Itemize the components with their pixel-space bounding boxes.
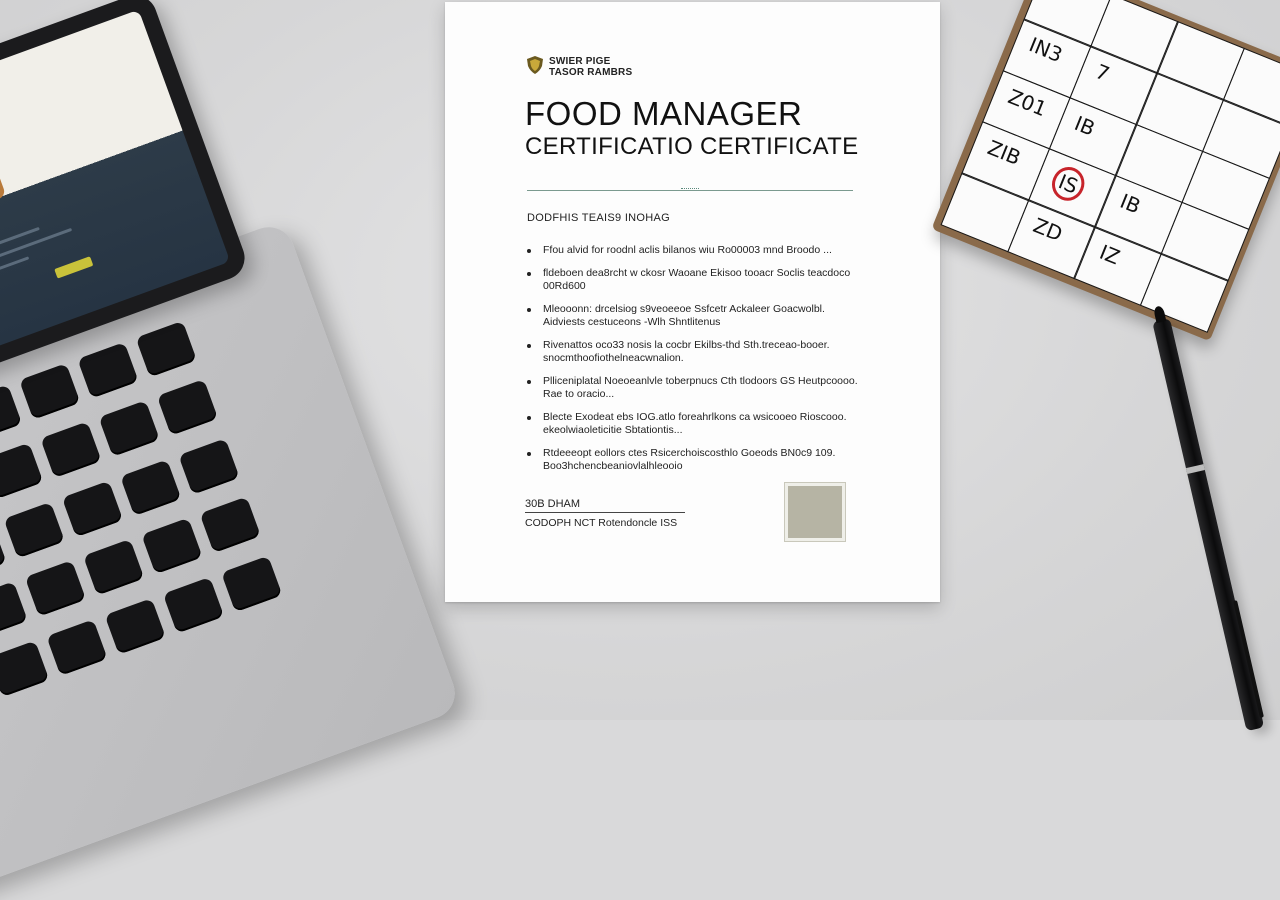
certificate-subtitle: CERTIFICATIO CERTIFICATE	[525, 133, 859, 160]
keyboard-key	[163, 577, 224, 634]
seal-stamp	[785, 483, 845, 541]
keyboard-key	[25, 560, 86, 617]
pen-band	[1186, 464, 1205, 474]
keyboard-key	[0, 384, 22, 441]
calendar-day-number: IB	[1071, 110, 1099, 141]
keyboard	[0, 321, 285, 726]
signature-title: CODOPH NCT Rotendoncle ISS	[525, 517, 678, 529]
pastry-image	[0, 140, 6, 220]
keyboard-key	[40, 422, 101, 479]
divider-ornament	[681, 188, 699, 193]
keyboard-key	[46, 619, 107, 676]
keyboard-key	[120, 459, 181, 516]
certificate-document	[445, 2, 940, 602]
bullet-list	[527, 244, 867, 483]
calendar-day-number: ZIB	[984, 135, 1025, 170]
screen-text-line	[0, 256, 29, 283]
keyboard-key	[0, 523, 7, 580]
keyboard-key	[62, 480, 123, 537]
keyboard-key	[77, 342, 138, 399]
keyboard-key	[83, 539, 144, 596]
keyboard-key	[3, 502, 64, 559]
logo-line-2: TASOR RAMBRS	[549, 67, 633, 78]
logo-line-1: SWIER PIGE	[549, 56, 611, 67]
bullet-item: Ffou alvid for roodnl aclis bilanos wiu Ro00003 mnd Broodo ...	[527, 244, 867, 258]
keyboard-key	[0, 443, 43, 500]
calendar-day-number: Z01	[1004, 83, 1051, 121]
bullet-item: Rivenattos oco33 nosis la cocbr Ekilbs-thd Sth.treceao-booer. snocmthoofiothelneacwnalion.	[527, 339, 867, 366]
calendar-day-number: IZ	[1096, 239, 1124, 270]
keyboard-key	[221, 555, 282, 612]
bullet-item: Blecte Exodeat ebs IOG.atlo foreahrlkons ca wsicooeo Rioscooo. ekeolwiaoleticitie Sbtationtis...	[527, 411, 867, 438]
keyboard-key	[141, 518, 202, 575]
bullet-item: Plliceniplatal Noeoeanlvle toberpnucs Cth tlodoors GS Heutpcoooo. Rae to oracio...	[527, 375, 867, 402]
keyboard-key	[104, 598, 165, 655]
laptop	[0, 0, 480, 720]
shield-icon	[527, 56, 543, 74]
keyboard-key	[157, 379, 218, 436]
bullet-item: Rtdeeeopt eollors ctes Rsicerchoiscosthlo Goeods BN0c9 109. Boo3hchencbeaniovlalhleooio	[527, 447, 867, 474]
calendar-day-number: IN3	[1025, 32, 1066, 68]
bullet-item: Mleooonn: drcelsiog s9veoeeoe Ssfcetr Ackaleer Goacwolbl. Aidviests cestuceons -Wlh Shntlitenus	[527, 303, 867, 330]
calendar-day-number: ZD	[1029, 213, 1066, 247]
calendar-day-number: 7	[1091, 59, 1113, 87]
section-heading: DODFHIS TEAIS9 INOHAG	[527, 212, 671, 224]
keyboard-key	[0, 581, 28, 638]
certificate-title: FOOD MANAGER	[525, 95, 803, 132]
keyboard-key	[178, 438, 239, 495]
keyboard-key	[200, 497, 261, 554]
calendar-day-number: IB	[1116, 188, 1145, 219]
keyboard-key	[136, 321, 197, 378]
keyboard-key	[19, 363, 80, 420]
keyboard-key	[0, 640, 49, 697]
signature-block	[525, 498, 685, 529]
certificate-logo	[527, 56, 632, 78]
screen-button	[54, 256, 93, 278]
bullet-item: fldeboen dea8rcht w ckosr Waoane Ekisoo tooacr Soclis teacdoco 00Rd600	[527, 267, 867, 294]
calendar-day-number: IS	[1047, 162, 1090, 206]
keyboard-key	[99, 401, 160, 458]
signature-name: 30B DHAM	[525, 498, 685, 513]
